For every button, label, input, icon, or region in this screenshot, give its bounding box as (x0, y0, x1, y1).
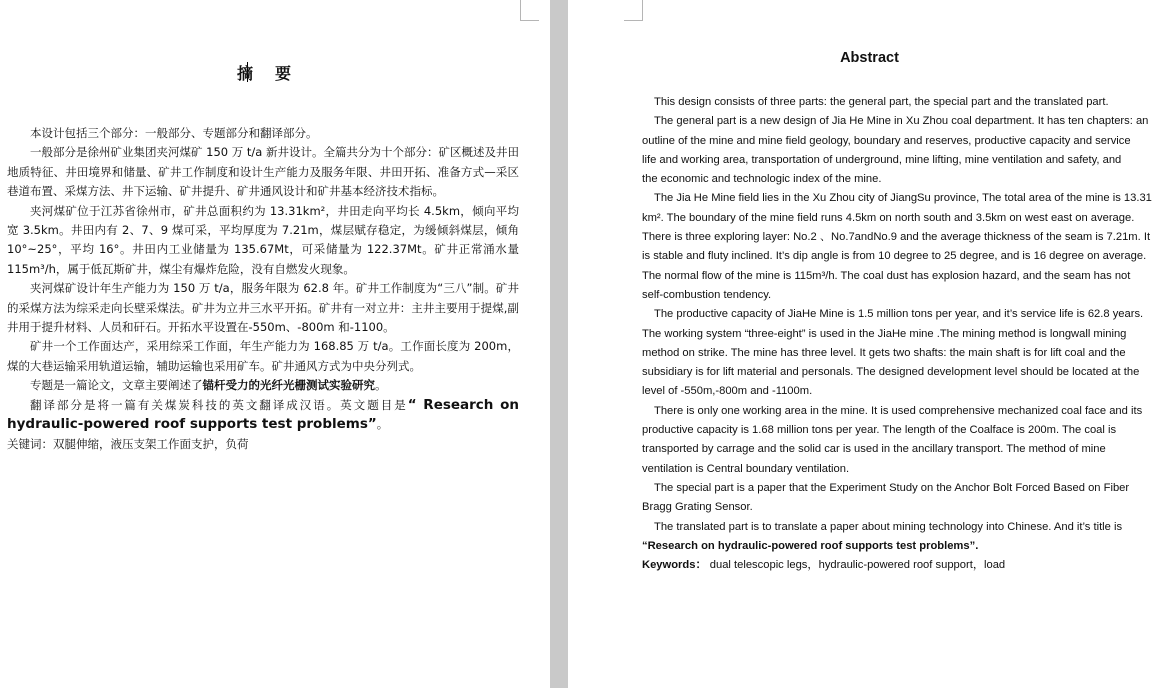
keywords-value: dual telescopic legs，hydraulic-powered roof support，load (706, 559, 1006, 572)
crop-mark (520, 0, 539, 21)
en-line[interactable]: is stable and fluty inclined. It’s dip angle is from 10 degree to 25 degree, and is 16 degree on average. (642, 250, 1147, 263)
special-title: 锚杆受力的光纤光栅测试实验研究 (202, 378, 375, 393)
en-line[interactable]: subsidiary is for lift material and personals. The designed development level should be located at the (642, 366, 1140, 379)
en-line[interactable]: self-combustion tendency. (642, 288, 772, 301)
translate-title: “ Research on hydraulic-powered roof supports test problems” (7, 396, 519, 433)
cn-paragraph-translate[interactable] (7, 396, 519, 435)
translate-suffix: 。 (376, 417, 389, 432)
cn-body[interactable] (7, 124, 519, 454)
en-line[interactable]: There is three exploring layer: No.2 、No.7andNo.9 and the average thickness of the seam is 7.21m. It (642, 231, 1151, 244)
en-title: Abstract (840, 50, 899, 66)
en-line[interactable]: Bragg Grating Sensor. (642, 501, 753, 514)
cn-paragraph[interactable]: 夹河煤矿设计年生产能力为 150 万 t/a，服务年限为 62.8 年。矿井工作制度为“三八”制。矿井的采煤方法为综采走向长壁采煤法。矿井为立井三水平开拓。矿井有一对立井：主井主要用于提煤,副井用于提升材料、人员和矸石。开拓水平设置在-550m、-800m 和-1100。 (7, 281, 519, 335)
en-line[interactable]: This design consists of three parts: the general part, the special part and the translated part. (654, 96, 1109, 108)
en-line[interactable]: There is only one working area in the mine. It is used comprehensive mechanized coal face and its (654, 404, 1143, 417)
en-line[interactable]: productive capacity is 1.68 million tons per year. The length of the Coalface is 200m. The coal is (642, 424, 1117, 437)
en-line[interactable]: The translated part is to translate a paper about mining technology into Chinese. And it’s title is (654, 520, 1123, 533)
en-line[interactable]: the economic and technologic index of the mine. (642, 173, 882, 186)
en-line[interactable]: transported by carrage and the solid car is used in the ancillary transport. The method of mine (642, 443, 1106, 456)
keywords-label: Keywords： (642, 559, 707, 572)
en-line[interactable]: The Jia He Mine field lies in the Xu Zhou city of JiangSu province, The total area of the mine is 13.31 (654, 192, 1152, 205)
special-prefix: 专题是一篇论文，文章主要阐述了 (30, 378, 203, 393)
cn-paragraph[interactable]: 夹河煤矿位于江苏省徐州市，矿井总面积约为 13.31km²，井田走向平均长 4.5km，倾向平均宽 3.5km。井田内有 2、7、9 煤可采，平均厚度为 7.21m，煤层赋存稳定，为缓倾斜煤层，倾角 10°~25°，平均 16°。井田内工业储量为 135.67Mt，可采储量为 122.37Mt。矿井正常涌水量 115m³/h，属于低瓦斯矿井，煤尘有爆炸危险，没有自燃发火现象。 (7, 203, 519, 276)
en-line[interactable]: life and working area, transportation of underground, mine lifting, mine ventilation and safety, and (642, 153, 1122, 166)
cn-paragraph[interactable]: 一般部分是徐州矿业集团夹河煤矿 150 万 t/a 新井设计。全篇共分为十个部分：矿区概述及井田地质特征、井田境界和储量、矿井工作制度和设计生产能力及服务年限、井田开拓、准备方式—采区巷道布置、采煤方法、井下运输、矿井提升、矿井通风设计和矿井基本经济技术指标。 (7, 145, 519, 199)
en-line[interactable]: km². The boundary of the mine field runs 4.5km on north south and 3.5km on west east on average. (642, 211, 1135, 224)
cn-keywords[interactable]: 关键词：双腿伸缩，液压支架工作面支护，负荷 (7, 436, 249, 451)
en-line[interactable]: The general part is a new design of Jia He Mine in Xu Zhou coal department. It has ten chapters: an (654, 115, 1149, 128)
en-line[interactable]: level of -550m,-800m and -1100m. (642, 385, 813, 398)
en-line[interactable]: The normal flow of the mine is 115m³/h. The coal dust has explosion hazard, and the seam has not (642, 269, 1131, 282)
en-line[interactable]: The working system “three-eight” is used in the JiaHe mine .The mining method is longwall mining (642, 327, 1127, 340)
en-body[interactable] (642, 93, 1171, 575)
en-keywords[interactable] (642, 556, 1171, 575)
cn-paragraph[interactable]: 矿井一个工作面达产，采用综采工作面，年生产能力为 168.85 万 t/a。工作面长度为 200m，煤的大巷运输采用轨道运输，辅助运输也采用矿车。矿井通风方式为中央分列式。 (7, 339, 519, 373)
en-line[interactable]: The special part is a paper that the Experiment Study on the Anchor Bolt Forced Based on Fiber (654, 481, 1130, 494)
en-line[interactable]: ventilation is Central boundary ventilation. (642, 462, 850, 475)
cn-paragraph[interactable]: 本设计包括三个部分：一般部分、专题部分和翻译部分。 (30, 126, 318, 140)
en-line[interactable]: outline of the mine and mine field geology, boundary and reserves, productive capacity and service (642, 134, 1131, 147)
page-gap (550, 0, 568, 688)
en-line[interactable]: The productive capacity of JiaHe Mine is 1.5 million tons per year, and it’s service life is 62.8 years. (654, 308, 1144, 321)
en-line[interactable]: “Research on hydraulic-powered roof supports test problems”. (642, 539, 979, 552)
crop-mark (624, 0, 643, 21)
cn-title: 摘要 (236, 64, 313, 83)
translate-prefix: 翻译部分是将一篇有关煤炭科技的英文翻译成汉语。英文题目是 (30, 397, 408, 412)
cn-paragraph-special[interactable] (7, 376, 519, 395)
special-suffix: 。 (375, 378, 387, 393)
en-line[interactable]: method on strike. The mine has three level. It gets two shafts: the main shaft is for lift coal and the (642, 346, 1126, 359)
